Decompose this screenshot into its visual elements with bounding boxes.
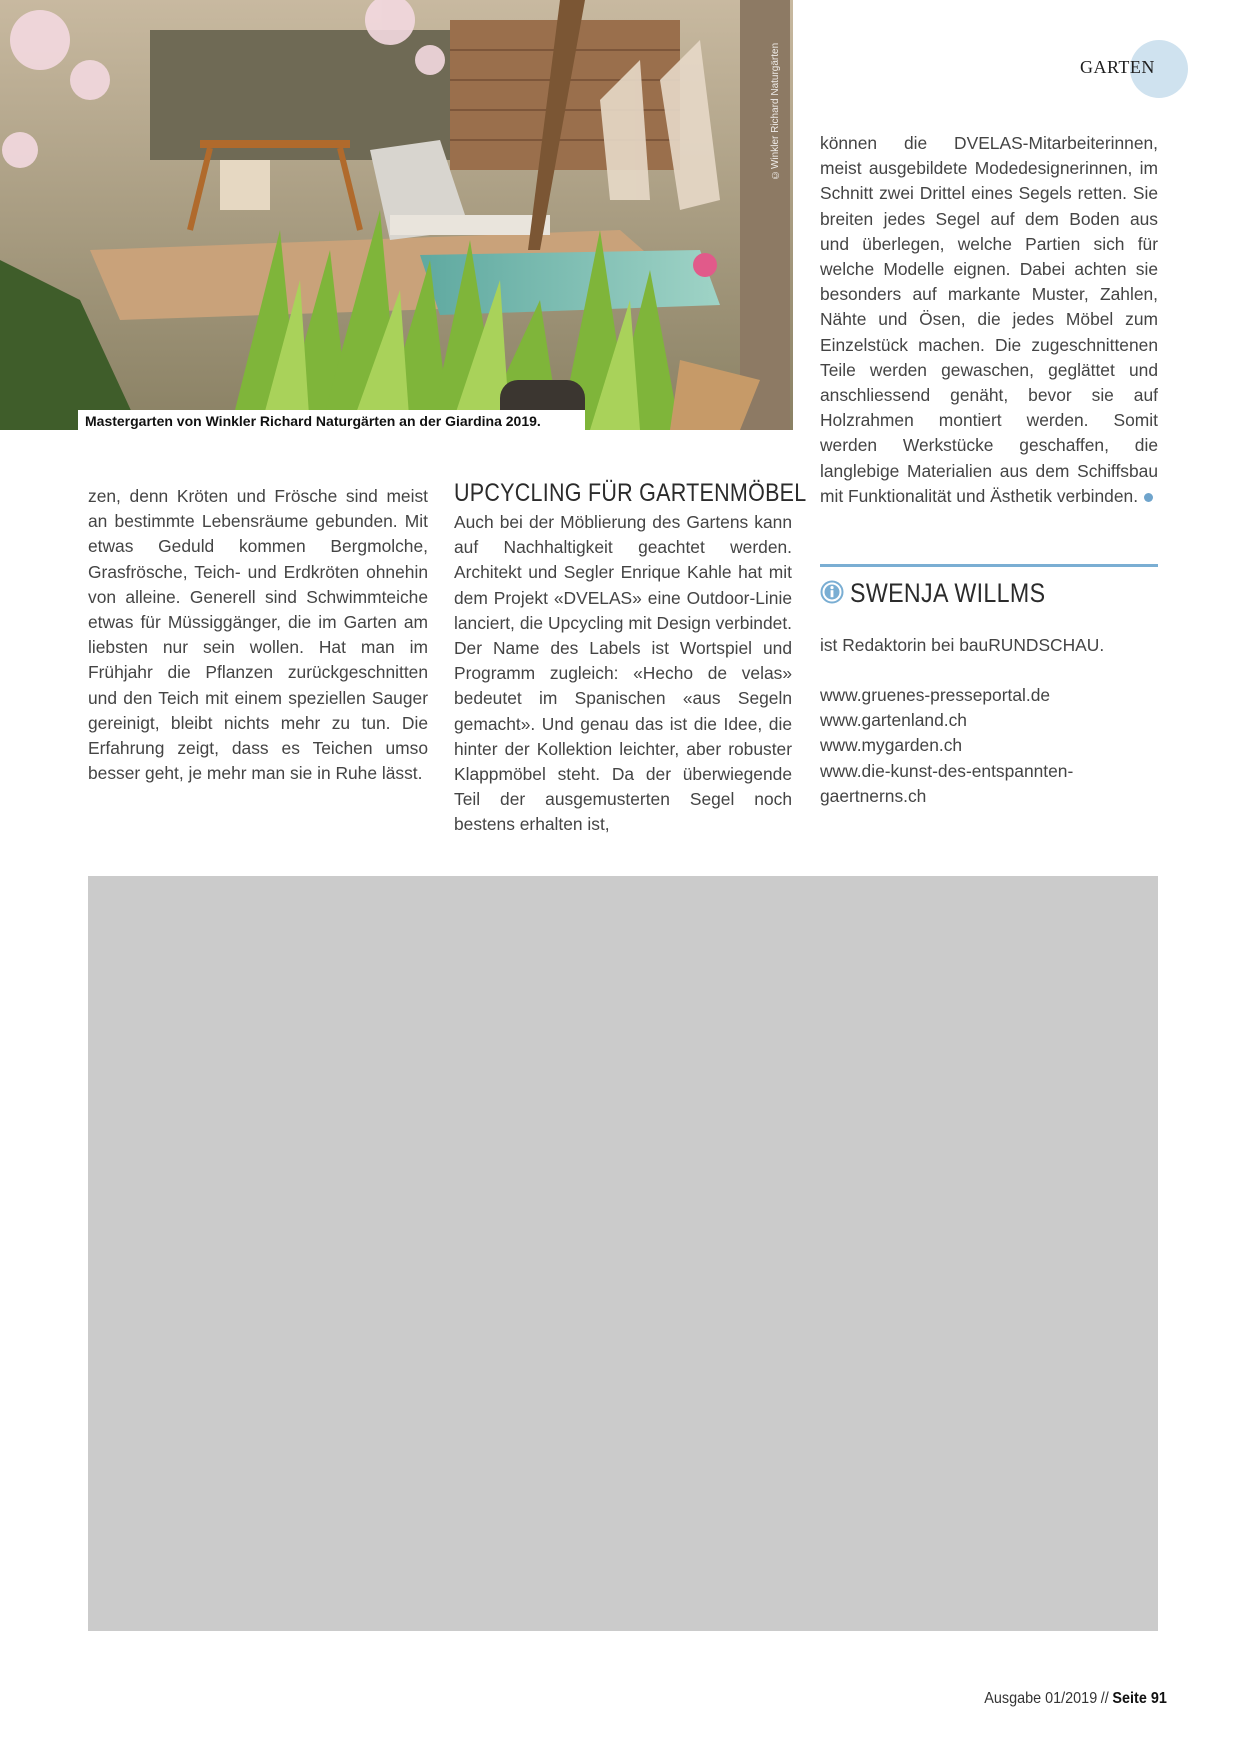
column-2-text: Auch bei der Möblierung des Gartens kann auf Nachhaltigkeit geachtet werden. Architekt und Segler Enrique Kahle hat mit dem Projekt «DVELAS» eine Outdoor-Linie lanciert, die Upcycling mit Design verbindet. Der Name des Labels ist Wortspiel und Programm zugleich: «Hecho de velas» bedeutet im Spanischen «aus Segeln gemacht». Und genau das ist die Idee, die hinter der Kollektion leichter, aber robuster Klappmöbel steht. Da der überwiegende Teil der ausgemusterten Segel noch bestens erhalten ist,: [454, 512, 792, 835]
image-placeholder: [88, 876, 1158, 1631]
article-column-2: [454, 478, 807, 838]
end-mark-icon: [1144, 493, 1153, 502]
link-gruenes-presseportal[interactable]: www.gruenes-presseportal.de: [820, 685, 1051, 705]
section-tag: GARTEN: [1080, 57, 1155, 77]
garden-photo: [0, 0, 793, 430]
page-footer: [984, 1690, 1167, 1708]
info-icon: [820, 580, 844, 604]
link-item: [820, 683, 1160, 708]
link-item: [820, 733, 1160, 758]
photo-caption: Mastergarten von Winkler Richard Naturgärten an der Giardina 2019.: [85, 413, 541, 429]
section-heading: UPCYCLING FÜR GARTENMÖBEL: [454, 479, 807, 507]
issue-label: Ausgabe 01/2019: [984, 1690, 1098, 1707]
article-column-1: [88, 484, 428, 786]
info-divider: [820, 564, 1158, 567]
page-number: Seite 91: [1112, 1690, 1167, 1707]
article-column-3: [820, 131, 1158, 509]
link-gartenland[interactable]: www.gartenland.ch: [820, 710, 967, 731]
column-3-text: können die DVELAS-Mitarbeiterinnen, meist ausgebildete Modedesignerinnen, im Schnitt zwei Drittel eines Segels retten. Sie breiten jedes Segel auf dem Boden aus und überlegen, welche Partien sich für welche Modelle eignen. Dabei achten sie besonders auf markante Muster, Zahlen, Nähte und Ösen, die jedes Möbel zum Einzelstück machen. Die zugeschnittenen Teile werden gewaschen, geglättet und anschliessend genäht, bevor sie auf Holzrahmen montiert werden. Somit werden Werkstücke geschaffen, die langlebige Materialien aus dem Schiffsbau mit Funktionalität und Ästhetik verbinden.: [820, 133, 1158, 506]
link-list: [820, 683, 1160, 809]
link-mygarden[interactable]: www.mygarden.ch: [820, 735, 963, 756]
column-3-text-wrap: [820, 131, 1158, 509]
column-1-text: zen, denn Kröten und Frösche sind meist an bestimmte Lebensräume gebunden. Mit etwas Geduld kommen Bergmolche, Grasfrösche, Teich- und Erdkröten ohnehin von alleine. Generell sind Schwimmteiche etwas für Müssiggänger, die im Garten am liebsten nur sein wollen. Hat man im Frühjahr die Pflanzen zurückgeschnitten und den Teich mit einem speziellen Sauger gereinigt, bleibt nichts mehr zu tun. Die Erfahrung zeigt, dass es Teichen umso besser geht, je mehr man sie in Ruhe lässt.: [88, 486, 428, 784]
author-name: SWENJA WILLMS: [850, 578, 1046, 608]
photo-credit: ©Winkler Richard Naturgärten: [770, 42, 781, 180]
author-bio: ist Redaktorin bei bauRUNDSCHAU.: [820, 635, 1105, 655]
link-kunst-des-entspannten-gaertnerns[interactable]: www.die-kunst-des-entspannten-gaertnerns.ch: [820, 760, 1074, 806]
garden-photo-illustration: [0, 0, 793, 430]
footer-separator: //: [1100, 1690, 1109, 1707]
link-item: [820, 708, 1160, 733]
link-item: [820, 759, 1160, 809]
